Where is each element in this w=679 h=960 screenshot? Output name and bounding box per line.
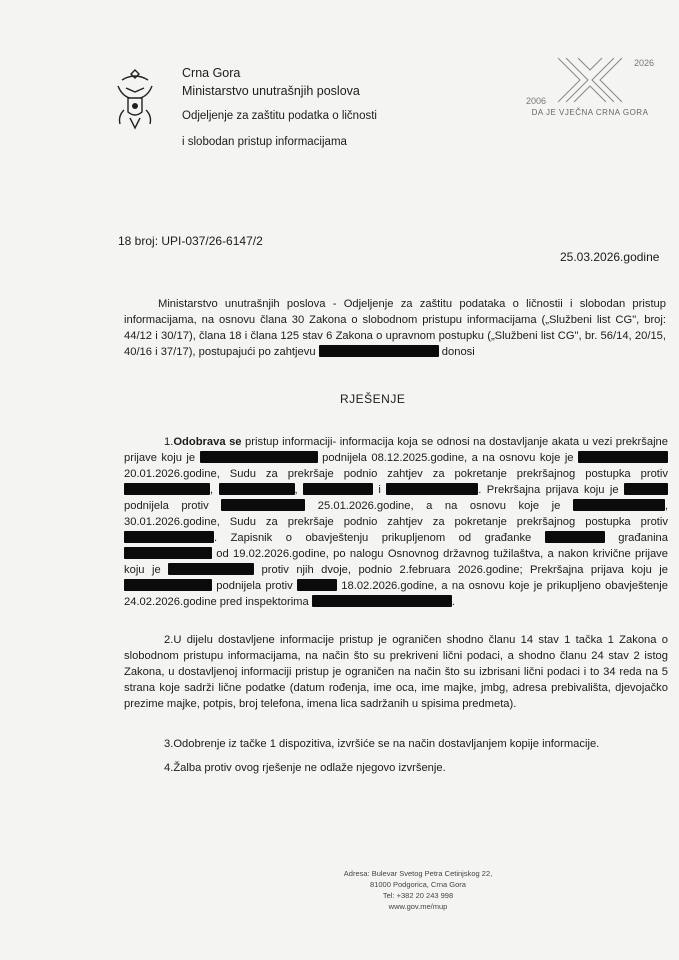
redaction	[124, 483, 210, 495]
item-1-text: od 19.02.2026.godine, po nalogu Osnovnog državnog tužilaštva, a nakon krivične prijave koju je	[124, 548, 668, 576]
footer-address	[318, 868, 518, 912]
redaction	[578, 451, 668, 463]
item-1-number: 1.	[164, 436, 174, 448]
item-1-text: podnijela protiv	[124, 500, 222, 512]
header-country: Crna Gora	[182, 66, 241, 80]
header-department-line2: i slobodan pristup informacijama	[182, 136, 347, 148]
reference-number: 18 broj: UPI-037/26-6147/2	[118, 234, 263, 248]
footer-phone: Tel: +382 20 243 998	[382, 891, 454, 900]
redaction	[221, 499, 305, 511]
item-1-text: 20.01.2026.godine, Sudu za prekršaje podnio zahtjev za pokretanje prekršajnog postupka protiv	[124, 468, 668, 480]
header-ministry: Ministarstvo unutrašnjih poslova	[182, 84, 360, 98]
footer-address-line1: Adresa: Bulevar Svetog Petra Cetinjskog 22,	[343, 869, 493, 878]
logo-year-left: 2006	[526, 96, 547, 106]
item-1-text: . Zapisnik o obavještenju prikupljenom od građanke	[214, 532, 545, 544]
redaction	[297, 579, 337, 591]
redaction	[124, 579, 212, 591]
redaction	[124, 547, 212, 559]
item-1-text: građanina	[604, 532, 669, 544]
intro-paragraph	[124, 296, 666, 360]
redaction	[200, 451, 318, 463]
footer-web: www.gov.me/mup	[388, 902, 448, 911]
redaction	[168, 563, 254, 575]
redaction	[312, 595, 452, 607]
redaction	[219, 483, 295, 495]
item-1-text: . Prekršajna prijava koju je	[478, 484, 625, 496]
item-1-text: pristup informaciji- informacija koja se odnosi na dostavljanje akata u vezi prekršajne prijave koju je	[124, 436, 668, 464]
intro-text: Ministarstvo unutrašnjih poslova - Odjeljenje za zaštitu podataka o ličnostii i slobodan pristup informacijama, na osnovu člana 30 Zakona o slobodnom pristupu informacijama („Službeni list CG", broj: 44/12 i 30/17), člana 18 i člana 125 stav 6 Zakona o upravnom postupku („Službeni list CG", br. 56/14, 20/15, 40/16 i 37/17), postupajući po zahtjevu	[124, 298, 666, 358]
item-1	[124, 434, 668, 610]
item-1-text: ,	[210, 484, 219, 496]
logo-caption: DA JE VJEČNA CRNA GORA	[531, 108, 649, 117]
item-1-text: protiv njih dvoje, podnio 2.februara 2026.godine; Prekršajna prijava koju je	[254, 564, 668, 576]
coat-of-arms-icon	[112, 66, 158, 132]
item-1-text: ,	[294, 484, 303, 496]
item-1-text: , 30.01.2026.godine, Sudu za prekršaje podnio zahtjev za pokretanje prekršajnog postupka protiv	[124, 500, 668, 528]
item-3: 3.Odobrenje iz tačke 1 dispozitiva, izvršiće se na način dostavljanjem kopije informacije.	[164, 738, 600, 750]
redaction	[545, 531, 605, 543]
intro-text-end: donosi	[441, 346, 475, 358]
redaction	[624, 483, 668, 495]
item-1-text: podnijela protiv	[212, 580, 297, 592]
header-department-line1: Odjeljenje za zaštitu podatka o ličnosti	[182, 110, 377, 122]
redaction	[386, 483, 478, 495]
redaction	[124, 531, 214, 543]
item-4: 4.Žalba protiv ovog rješenje ne odlaže njegovo izvršenje.	[164, 762, 446, 774]
decision-title: RJEŠENJE	[340, 392, 406, 406]
item-1-text: i	[373, 484, 387, 496]
redaction	[573, 499, 665, 511]
item-1-text: .	[451, 596, 455, 608]
item-1-text: 18.02.2026.godine, a na osnovu koje je prikupljeno obavještenje 24.02.2026.godine pred inspektorima	[124, 580, 668, 608]
item-1-text: 25.01.2026.godine, a na osnovu koje je	[305, 500, 573, 512]
item-1-text: podnijela 08.12.2025.godine, a na osnovu koje je	[317, 452, 578, 464]
footer-address-line2: 81000 Podgorica, Crna Gora	[370, 880, 466, 889]
item-2: 2.U dijelu dostavljene informacije pristup je ograničen shodno članu 14 stav 1 tačka 1 Zakona o slobodnom pristupu informacijama, na način što su prekriveni lični podaci, a shodno članu 24 stav 2 istog Zakona, u dostavljenoj informaciji pristup je ograničen na način što su izbrisani lični podaci i to 34 reda na 5 strana koje sadrži lične podatke (datum rođenja, ime oca, ime majke, jmbg, adresa prebivališta, djevojačko prezime majke, potpis, broj telefona, imena lica sadržanih u spisima predmeta).	[124, 634, 668, 710]
document-date: 25.03.2026.godine	[560, 250, 660, 264]
redaction	[303, 483, 373, 495]
redaction	[319, 345, 439, 357]
logo-year-right: 2026	[634, 58, 655, 68]
item-1-bold: Odobrava se	[173, 436, 242, 448]
